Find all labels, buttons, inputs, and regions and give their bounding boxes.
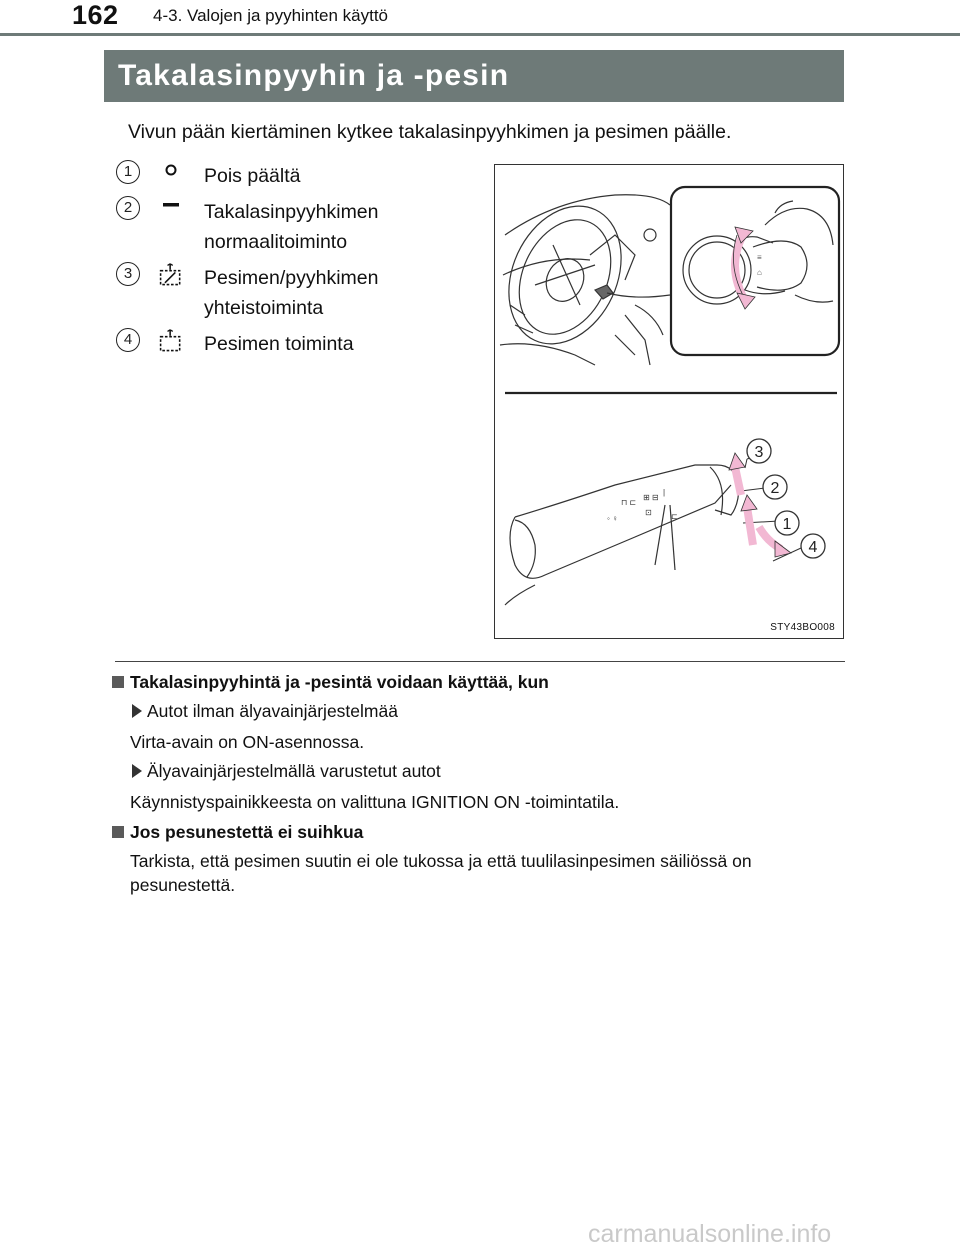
note-text: Virta-avain on ON-asennossa. [130,732,365,752]
svg-text:⊓ ⊏: ⊓ ⊏ [621,498,637,507]
header-rule [0,33,960,36]
callout-label: 3 [754,444,764,461]
note-heading-text: Takalasinpyyhintä ja -pesintä voidaan käyttää, kun [130,672,549,692]
triangle-bullet-icon [132,764,142,778]
wiper-lever-illustration [494,164,844,639]
callout-label: 4 [808,539,818,556]
mode-label: Pesimen toiminta [204,333,354,355]
mode-label: Pesimen/pyyhkimen yhteistoiminta [204,267,379,319]
wiper-washer-icon [158,262,184,288]
callout-4 [801,534,825,558]
note-heading-usage [112,672,549,693]
number-badge: 2 [116,196,140,220]
svg-text:≡: ≡ [757,253,762,262]
svg-text:◦ ♀: ◦ ♀ [607,514,619,523]
number-badge: 1 [116,160,140,184]
svg-text:⊞ ⊟: ⊞ ⊟ [643,493,659,502]
note-heading-text: Jos pesunestettä ei suihkua [130,822,364,842]
svg-text:|: | [663,488,666,497]
section-title: Takalasinpyyhin ja -pesin [118,59,510,92]
watermark: carmanualsonline.info [588,1220,832,1248]
washer-icon [158,328,184,354]
intro-text: Vivun pään kiertäminen kytkee takalasinpyyhkimen ja pesimen päälle. [128,121,732,143]
bullet-label: Älyavainjärjestelmällä varustetut autot [147,761,441,781]
note-heading-no-fluid [112,822,363,843]
svg-text:⊏: ⊏ [671,512,678,521]
section-divider [115,661,845,662]
off-circle-icon [158,160,184,186]
page-number: 162 [72,0,119,30]
illustration-drawing [495,165,845,640]
svg-text:⌂: ⌂ [757,268,762,277]
mode-label: Pois päältä [204,165,301,187]
figure-code: STY43BO008 [770,622,835,633]
number-badge: 4 [116,328,140,352]
svg-text:⊡: ⊡ [645,508,652,517]
section-title-banner [104,50,844,102]
note-text: Käynnistyspainikkeesta on valittuna IGNITION ON -toimintatila. [130,792,620,812]
section-header: 4-3. Valojen ja pyyhinten käyttö [153,6,388,25]
note-bullet [132,701,398,722]
dash-icon [158,196,184,222]
mode-label: Takalasinpyyhkimen normaalitoiminto [204,201,379,253]
square-bullet-icon [112,826,124,838]
lever-stalk-drawing [505,465,739,605]
callout-2 [763,475,787,499]
bullet-label: Autot ilman älyavainjärjestelmää [147,701,398,721]
detail-inset [671,187,839,355]
number-badge: 3 [116,262,140,286]
callout-1 [775,511,799,535]
callout-3 [747,439,771,463]
square-bullet-icon [112,676,124,688]
note-bullet [132,761,441,782]
note-text: Tarkista, että pesimen suutin ei ole tukossa ja että tuulilasinpesimen säiliössä on pesunestettä. [130,851,752,895]
callout-label: 2 [770,480,780,497]
steering-wheel-drawing [495,188,670,365]
triangle-bullet-icon [132,704,142,718]
callout-label: 1 [782,516,792,533]
